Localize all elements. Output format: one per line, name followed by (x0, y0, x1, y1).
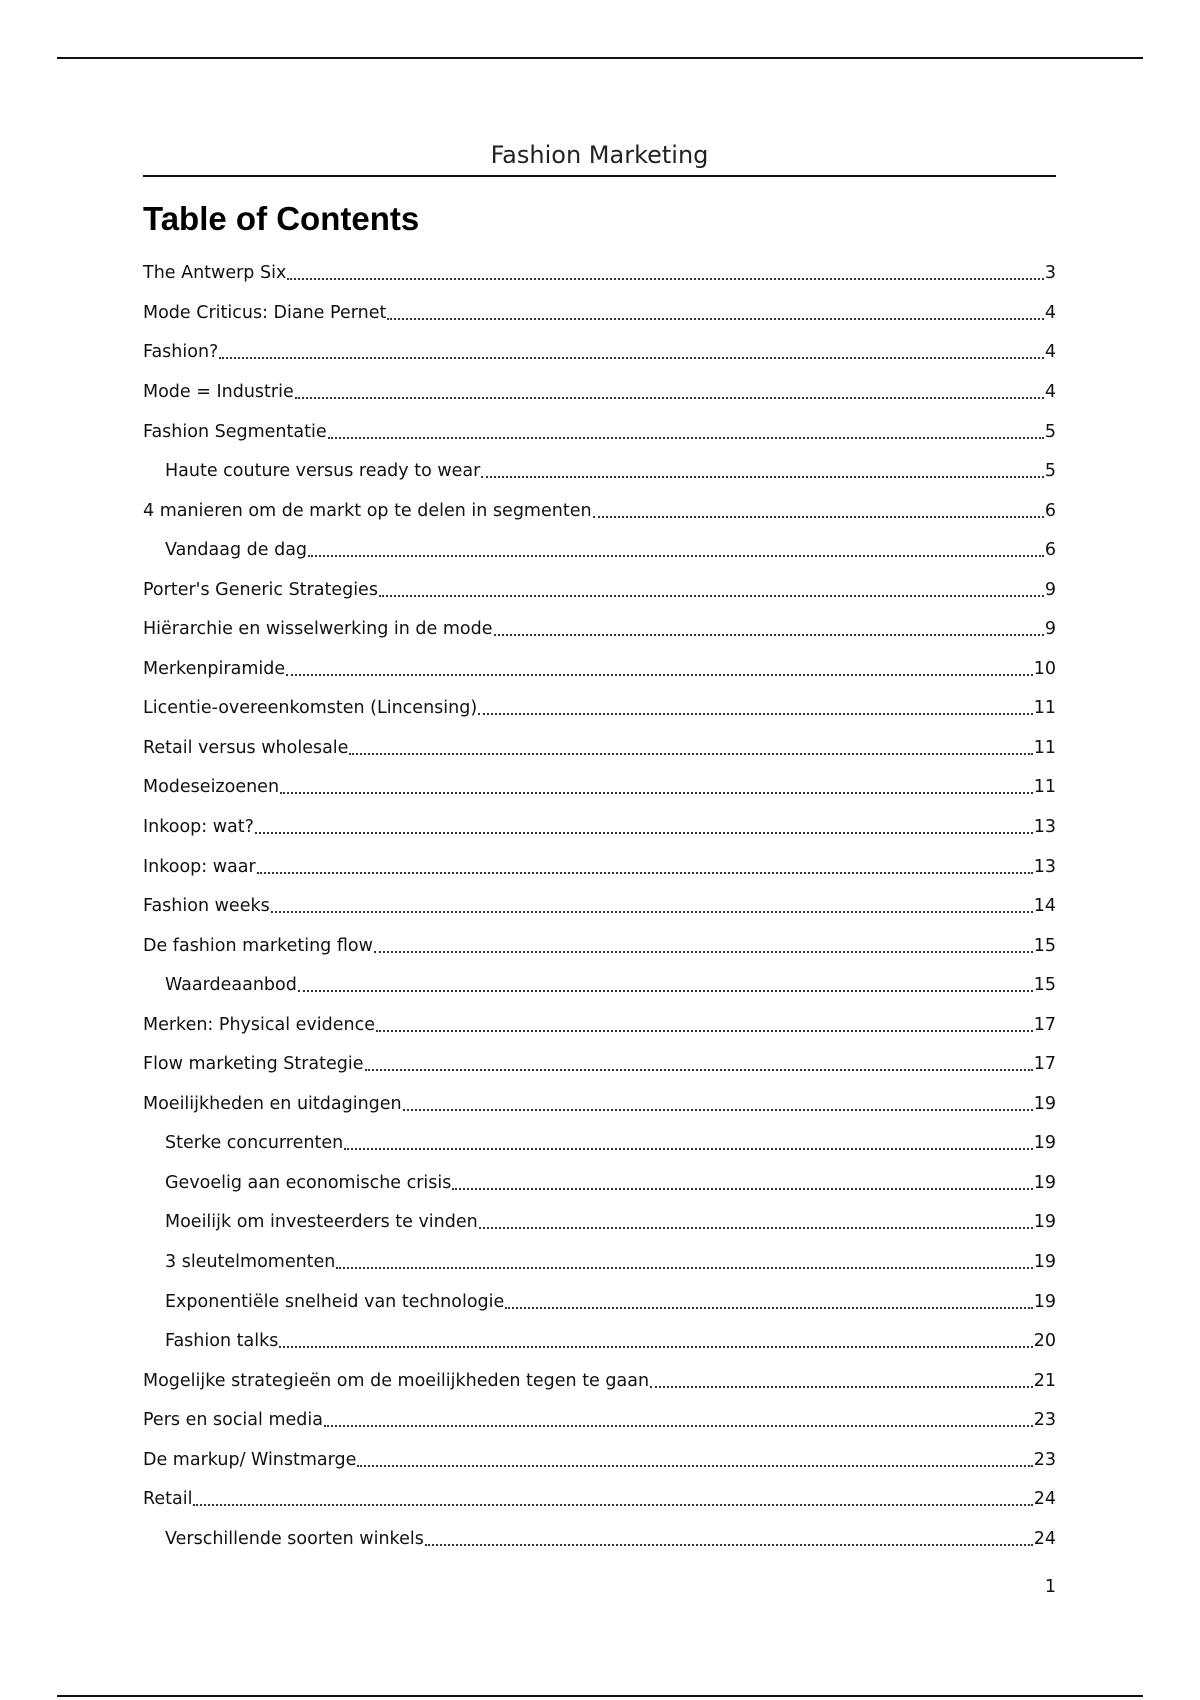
toc-dot-leader (193, 1504, 1032, 1506)
toc-entry-page: 5 (1044, 461, 1056, 482)
toc-dot-leader (403, 1109, 1033, 1111)
toc-entry[interactable] (143, 1277, 1056, 1317)
toc-dot-leader (365, 1069, 1033, 1071)
toc-entry[interactable] (143, 1356, 1056, 1396)
toc-dot-leader (271, 911, 1033, 913)
toc-dot-leader (387, 318, 1044, 320)
toc-entry[interactable] (143, 565, 1056, 605)
toc-entry[interactable] (143, 842, 1056, 882)
toc-dot-leader (286, 674, 1033, 676)
toc-entry-title: Licentie-overeenkomsten (Lincensing) (143, 698, 478, 719)
toc-dot-leader (478, 713, 1033, 715)
toc-entry-page: 19 (1033, 1172, 1056, 1193)
toc-dot-leader (494, 634, 1044, 636)
toc-entry-page: 11 (1033, 737, 1056, 758)
toc-entry-title: Gevoelig aan economische crisis (165, 1172, 452, 1193)
page-header-title: Fashion Marketing (143, 140, 1056, 177)
toc-entry-page: 9 (1044, 579, 1056, 600)
toc-heading: Table of Contents (143, 200, 420, 238)
toc-entry-page: 4 (1044, 381, 1056, 402)
toc-entry-title: Hiërarchie en wisselwerking in de mode (143, 619, 493, 640)
toc-entry-title: Merken: Physical evidence (143, 1014, 375, 1035)
toc-entry[interactable] (143, 1040, 1056, 1080)
toc-entry[interactable] (143, 605, 1056, 645)
page-number: 1 (1044, 1577, 1056, 1597)
toc-entry[interactable] (143, 763, 1056, 803)
toc-entry-page: 24 (1033, 1489, 1056, 1510)
toc-entry-title: The Antwerp Six (143, 263, 287, 284)
toc-entry-page: 4 (1044, 342, 1056, 363)
toc-entry-title: Merkenpiramide (143, 658, 286, 679)
toc-dot-leader (295, 397, 1044, 399)
toc-entry-page: 19 (1033, 1133, 1056, 1154)
toc-entry-page: 17 (1033, 1014, 1056, 1035)
toc-entry-page: 17 (1033, 1054, 1056, 1075)
toc-dot-leader (287, 278, 1044, 280)
toc-entry-title: Mogelijke strategieën om de moeilijkheden tegen te gaan (143, 1370, 650, 1391)
toc-dot-leader (379, 595, 1044, 597)
toc-entry-title: De markup/ Winstmarge (143, 1449, 357, 1470)
toc-entry[interactable] (143, 1198, 1056, 1238)
toc-entry[interactable] (143, 288, 1056, 328)
toc-entry[interactable] (143, 1317, 1056, 1357)
toc-entry-title: Vandaag de dag (165, 540, 308, 561)
toc-entry-page: 13 (1033, 816, 1056, 837)
toc-entry-title: Waardeaanbod (165, 975, 297, 996)
toc-dot-leader (374, 951, 1033, 953)
toc-entry-title: Retail (143, 1489, 193, 1510)
toc-entry-page: 11 (1033, 698, 1056, 719)
toc-dot-leader (505, 1307, 1032, 1309)
toc-entry-page: 19 (1033, 1252, 1056, 1272)
toc-dot-leader (593, 516, 1044, 518)
toc-dot-leader (349, 753, 1032, 755)
toc-entry-title: Pers en social media (143, 1410, 323, 1431)
toc-entry-title: Fashion Segmentatie (143, 421, 327, 442)
toc-entry[interactable] (143, 526, 1056, 566)
toc-entry-title: Moeilijk om investeerders te vinden (165, 1212, 478, 1233)
toc-entry-page: 9 (1044, 619, 1056, 640)
toc-entry-title: Haute couture versus ready to wear (165, 461, 481, 482)
toc-entry[interactable] (143, 1514, 1056, 1554)
toc-entry-title: Fashion talks (165, 1331, 279, 1352)
toc-entry-title: Porter's Generic Strategies (143, 579, 378, 600)
toc-entry[interactable] (143, 367, 1056, 407)
toc-entry-title: Retail versus wholesale (143, 737, 349, 758)
toc-entry-page: 23 (1033, 1410, 1056, 1431)
toc-entry[interactable] (143, 802, 1056, 842)
toc-dot-leader (650, 1386, 1033, 1388)
toc-entry[interactable] (143, 1396, 1056, 1436)
toc-dot-leader (280, 792, 1033, 794)
toc-entry-title: Inkoop: wat? (143, 816, 254, 837)
toc-dot-leader (376, 1030, 1033, 1032)
toc-dot-leader (279, 1346, 1032, 1348)
toc-entry-title: Fashion weeks (143, 896, 270, 917)
toc-entry-title: Mode = Industrie (143, 381, 294, 402)
toc-entry-page: 20 (1033, 1331, 1056, 1352)
toc-entry[interactable] (143, 407, 1056, 447)
toc-entry[interactable] (143, 684, 1056, 724)
toc-entry-page: 10 (1033, 658, 1056, 679)
toc-entry[interactable] (143, 644, 1056, 684)
toc-entry[interactable] (143, 486, 1056, 526)
toc-entry[interactable] (143, 447, 1056, 487)
toc-entry-title: Modeseizoenen (143, 777, 280, 798)
toc-entry-page: 6 (1044, 540, 1056, 561)
toc-entry[interactable] (143, 328, 1056, 368)
toc-entry-page: 13 (1033, 856, 1056, 877)
toc-entry-page: 14 (1033, 896, 1056, 917)
toc-dot-leader (481, 476, 1044, 478)
toc-entry-title: De fashion marketing flow (143, 935, 373, 956)
toc-entry[interactable] (143, 1158, 1056, 1198)
toc-entry-title: Moeilijkheden en uitdagingen (143, 1093, 402, 1114)
toc-dot-leader (479, 1227, 1033, 1229)
toc-dot-leader (257, 872, 1033, 874)
toc-dot-leader (324, 1425, 1033, 1427)
toc-entry[interactable] (143, 882, 1056, 922)
toc-entry[interactable] (143, 1000, 1056, 1040)
toc-dot-leader (255, 832, 1033, 834)
bottom-edge-rule (57, 1695, 1143, 1697)
toc-entry-title: Flow marketing Strategie (143, 1054, 364, 1075)
toc-entry-page: 23 (1033, 1449, 1056, 1470)
toc-entry-page: 24 (1033, 1528, 1056, 1549)
toc-entry-page: 19 (1033, 1291, 1056, 1312)
toc-dot-leader (425, 1544, 1033, 1546)
toc-entry-title: Exponentiële snelheid van technologie (165, 1291, 505, 1312)
top-edge-rule (57, 57, 1143, 59)
toc-list (143, 249, 1056, 1554)
toc-entry-page: 15 (1033, 975, 1056, 996)
toc-entry[interactable] (143, 1079, 1056, 1119)
toc-entry[interactable] (143, 1119, 1056, 1159)
toc-entry-page: 19 (1033, 1212, 1056, 1233)
toc-entry-title: Mode Criticus: Diane Pernet (143, 302, 387, 323)
toc-entry-title: Inkoop: waar (143, 856, 256, 877)
toc-entry-page: 19 (1033, 1093, 1056, 1114)
toc-entry-page: 3 (1044, 263, 1056, 284)
toc-dot-leader (344, 1148, 1033, 1150)
toc-dot-leader (357, 1465, 1032, 1467)
toc-entry-page: 11 (1033, 777, 1056, 798)
toc-entry-title: Fashion? (143, 342, 219, 363)
toc-entry[interactable] (143, 1237, 1056, 1277)
toc-entry[interactable] (143, 1435, 1056, 1475)
toc-dot-leader (452, 1188, 1032, 1190)
toc-entry-page: 21 (1033, 1370, 1056, 1391)
toc-entry[interactable] (143, 1475, 1056, 1515)
toc-dot-leader (308, 555, 1044, 557)
toc-entry-title: Verschillende soorten winkels (165, 1528, 424, 1549)
toc-dot-leader (219, 357, 1044, 359)
toc-dot-leader (336, 1267, 1032, 1269)
toc-entry[interactable] (143, 249, 1056, 289)
toc-entry-title: 4 manieren om de markt op te delen in segmenten (143, 500, 592, 521)
document-page (143, 140, 1056, 1554)
toc-entry[interactable] (143, 961, 1056, 1001)
toc-entry-page: 6 (1044, 500, 1056, 521)
toc-entry[interactable] (143, 921, 1056, 961)
toc-entry-title: Sterke concurrenten (165, 1133, 344, 1154)
toc-entry-page: 5 (1044, 421, 1056, 442)
toc-entry[interactable] (143, 723, 1056, 763)
toc-entry-page: 15 (1033, 935, 1056, 956)
toc-dot-leader (328, 437, 1044, 439)
toc-entry-title: 3 sleutelmomenten (165, 1252, 336, 1272)
toc-entry-page: 4 (1044, 302, 1056, 323)
toc-dot-leader (298, 990, 1033, 992)
